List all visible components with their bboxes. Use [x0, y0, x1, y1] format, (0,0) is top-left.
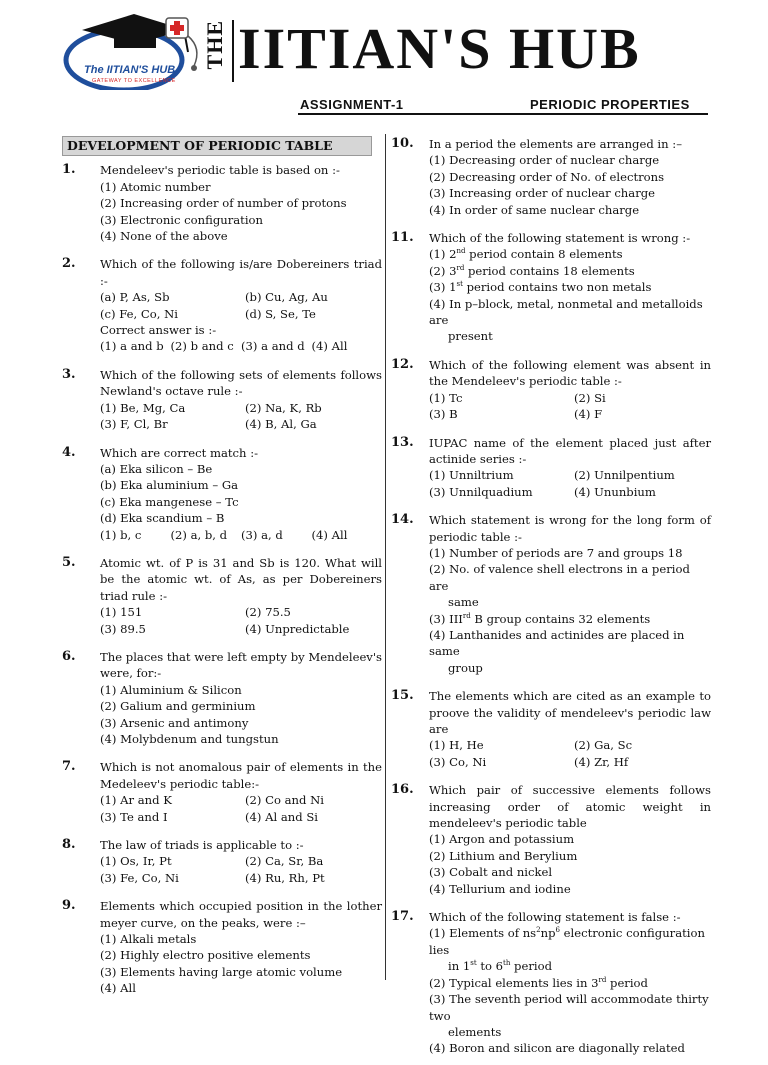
option-3: (3) a, d [241, 527, 283, 542]
superscript: rd [456, 263, 465, 272]
left-column [62, 136, 382, 1005]
question-number: 14. [391, 512, 414, 528]
superscript: 2 [536, 926, 541, 935]
option-grid [429, 467, 711, 500]
question-number: 13. [391, 434, 414, 450]
option-4: (4) All [311, 339, 348, 354]
option-text: period [606, 975, 648, 990]
question-number: 8. [62, 837, 76, 853]
question-text: Which of the following is/are Dobereiners triad :- [100, 257, 382, 288]
option-4: (4) Unpredictable [245, 621, 350, 636]
option-text: (2) Typical elements lies in 3 [429, 975, 599, 990]
question-7 [62, 759, 382, 825]
question-11 [391, 230, 711, 345]
question-text: The elements which are cited as an example to proove the validity of mendeleev's periodic law are [429, 689, 711, 736]
statement-b: (b) Cu, Ag, Au [245, 290, 328, 305]
option-row [100, 527, 382, 543]
question-13 [391, 435, 711, 501]
option-4: (4) B, Al, Ga [245, 417, 317, 432]
option-3: (3) Elements having large atomic volume [100, 964, 343, 979]
question-12 [391, 357, 711, 423]
option-4: (4) In p–block, metal, nonmetal and metalloids are [429, 296, 703, 328]
question-text: Which are correct match :- [100, 445, 259, 460]
option-3: (3) 89.5 [100, 621, 146, 636]
question-number: 12. [391, 356, 414, 372]
option-text: period [510, 959, 552, 974]
option-4: (4) F [574, 407, 603, 422]
option-4-continued: present [448, 329, 493, 344]
header-rule [298, 113, 708, 115]
option-text: (3) 1 [429, 280, 457, 295]
question-number: 3. [62, 366, 76, 382]
question-text: In a period the elements are arranged in :– [429, 137, 682, 151]
option-1: (1) Os, Ir, Pt [100, 854, 172, 869]
question-number: 4. [62, 444, 76, 460]
question-3 [62, 367, 382, 433]
option-text: to 6 [476, 959, 504, 974]
question-number: 6. [62, 648, 76, 664]
option-2-continued: same [448, 595, 479, 610]
option-4: (4) Molybdenum and tungstun [100, 732, 279, 746]
question-text: The places that were left empty by Mendeleev's were, for:- [100, 649, 382, 681]
statement-a: (a) Eka silicon – Be [100, 461, 213, 476]
option-row [100, 338, 382, 354]
correct-answer-prompt: Correct answer is :- [100, 323, 217, 338]
option-2: (2) 75.5 [245, 605, 291, 620]
question-2 [62, 256, 382, 354]
option-2 [429, 263, 711, 279]
option-3: (3) Te and I [100, 809, 168, 824]
option-3 [429, 611, 711, 627]
question-text: Which is not anomalous pair of elements in the Medeleev's periodic table:- [100, 760, 382, 791]
question-text: Which of the following statement is false :- [429, 910, 681, 925]
assignment-label: ASSIGNMENT-1 [300, 97, 404, 112]
option-text: in 1 [448, 959, 471, 974]
option-text: period contain 8 elements [465, 247, 623, 262]
option-4: (4) Al and Si [245, 809, 319, 824]
option-1 [429, 925, 711, 958]
section-title: DEVELOPMENT OF PERIODIC TABLE [62, 136, 372, 156]
option-4: (4) Ununbium [574, 484, 656, 499]
option-1: (1) Argon and potassium [429, 832, 575, 847]
topic-label: PERIODIC PROPERTIES [530, 97, 690, 112]
option-2: (2) Unnilpentium [574, 468, 675, 483]
option-grid [100, 853, 382, 886]
option-4: (4) Zr, Hf [574, 754, 629, 769]
question-number: 15. [391, 688, 414, 704]
option-4: (4) All [311, 527, 348, 542]
option-4: (4) All [100, 981, 136, 996]
superscript: th [503, 959, 511, 968]
option-1 [429, 246, 711, 262]
option-1: (1) Atomic number [100, 179, 211, 194]
superscript: rd [598, 975, 607, 984]
question-17 [391, 909, 711, 1057]
superscript: st [456, 280, 463, 289]
option-3-continued: elements [448, 1024, 502, 1039]
option-3: (3) Arsenic and antimony [100, 715, 249, 730]
question-9 [62, 898, 382, 996]
logo [62, 8, 222, 90]
option-2: (2) Highly electro positive elements [100, 948, 311, 963]
option-text: (1) Elements of ns [429, 926, 537, 941]
option-4: (4) None of the above [100, 229, 228, 244]
option-2 [429, 975, 711, 991]
statement-d: (d) S, Se, Te [245, 306, 316, 321]
option-2: (2) Ca, Sr, Ba [245, 854, 324, 869]
question-4 [62, 445, 382, 543]
question-number: 17. [391, 909, 414, 925]
superscript: st [470, 959, 477, 968]
option-4: (4) In order of same nuclear charge [429, 202, 640, 217]
superscript: 6 [555, 926, 560, 935]
page-title: IITIAN'S HUB [238, 16, 641, 81]
option-1: (1) Aluminium & Silicon [100, 682, 242, 697]
question-14 [391, 512, 711, 676]
option-4: (4) Lanthanides and actinides are placed in same [429, 627, 685, 659]
question-text: Atomic wt. of P is 31 and Sb is 120. What will be the atomic wt. of As, as per Dobereiners triad rule :- [100, 555, 382, 603]
option-3: (3) Increasing order of nuclear charge [429, 186, 656, 201]
logo-tagline: GATEWAY TO EXCELLENCE [92, 78, 176, 84]
question-15 [391, 688, 711, 770]
question-text: Which of the following statement is wrong :- [429, 231, 691, 246]
option-2: (2) b and c [170, 339, 234, 354]
option-1-continued [429, 958, 711, 974]
option-text: period contains two non metals [462, 280, 652, 295]
option-text: B group contains 32 elements [470, 611, 651, 626]
option-grid [429, 390, 711, 423]
question-10 [391, 136, 711, 218]
option-4: (4) Boron and silicon are diagonally related [429, 1041, 685, 1056]
option-3: (3) Co, Ni [429, 754, 487, 769]
option-1: (1) Unniltrium [429, 468, 514, 483]
option-4-continued: group [448, 660, 483, 675]
option-3: (3) B [429, 407, 458, 422]
question-text: Which pair of successive elements follows increasing order of atomic weight in mendeleev's periodic table [429, 783, 711, 831]
right-column [391, 136, 711, 1065]
option-3: (3) Electronic configuration [100, 212, 263, 227]
option-text: np [540, 926, 556, 941]
option-3: (3) The seventh period will accommodate thirty two [429, 992, 709, 1023]
question-number: 2. [62, 256, 76, 272]
question-number: 10. [391, 136, 414, 151]
option-text: period contains 18 elements [464, 263, 635, 278]
option-1: (1) a and b [100, 339, 164, 354]
option-2: (2) No. of valence shell electrons in a period are [429, 562, 690, 593]
question-number: 1. [62, 162, 76, 178]
question-16 [391, 782, 711, 897]
statement-d: (d) Eka scandium – B [100, 511, 225, 526]
statement-c: (c) Fe, Co, Ni [100, 306, 178, 321]
option-text: (1) 2 [429, 247, 457, 262]
statement-c: (c) Eka mangenese – Tc [100, 494, 239, 509]
option-4: (4) Ru, Rh, Pt [245, 870, 325, 885]
option-2: (2) Co and Ni [245, 793, 324, 808]
option-2: (2) Si [574, 390, 606, 405]
question-text: Which of the following element was absent in the Mendeleev's periodic table :- [429, 357, 711, 389]
option-3: (3) Cobalt and nickel [429, 865, 553, 880]
option-2: (2) Increasing order of number of protons [100, 196, 347, 211]
question-text: Elements which occupied position in the lother meyer curve, on the peaks, were :– [100, 899, 382, 930]
superscript: rd [462, 611, 471, 620]
question-number: 11. [391, 230, 414, 246]
option-3: (3) Fe, Co, Ni [100, 870, 179, 885]
option-1: (1) Be, Mg, Ca [100, 400, 186, 415]
question-6 [62, 649, 382, 747]
question-number: 5. [62, 554, 76, 570]
option-text: (3) III [429, 611, 463, 626]
question-5 [62, 555, 382, 637]
option-grid [100, 400, 382, 433]
question-number: 16. [391, 782, 414, 798]
option-2: (2) Lithium and Berylium [429, 848, 578, 863]
option-3: (3) F, Cl, Br [100, 417, 168, 432]
brand-header [202, 14, 722, 84]
brand-divider [232, 20, 234, 82]
option-1: (1) Tc [429, 390, 463, 405]
option-3: (3) a and d [241, 339, 305, 354]
option-2: (2) Galium and germinium [100, 699, 256, 714]
question-text: IUPAC name of the element placed just after actinide series :- [429, 435, 711, 466]
question-text: Which statement is wrong for the long form of periodic table :- [429, 513, 711, 544]
question-8 [62, 837, 382, 886]
the-word: THE [202, 20, 227, 70]
option-2: (2) a, b, d [170, 527, 228, 542]
question-number: 7. [62, 759, 76, 775]
option-grid [100, 604, 382, 637]
option-1: (1) Decreasing order of nuclear charge [429, 153, 660, 168]
option-2: (2) Na, K, Rb [245, 400, 322, 415]
option-1: (1) b, c [100, 527, 142, 542]
statement-a: (a) P, As, Sb [100, 290, 170, 305]
option-1: (1) Alkali metals [100, 932, 197, 947]
option-grid [100, 792, 382, 825]
option-2: (2) Decreasing order of No. of electrons [429, 169, 665, 184]
option-text: (2) 3 [429, 263, 457, 278]
option-1: (1) Ar and K [100, 793, 172, 808]
statement-b: (b) Eka aluminium – Ga [100, 478, 239, 493]
option-1: (1) H, He [429, 738, 484, 753]
question-1 [62, 162, 382, 244]
option-4: (4) Tellurium and iodine [429, 881, 571, 896]
option-1: (1) 151 [100, 605, 143, 620]
question-text: Mendeleev's periodic table is based on :- [100, 163, 340, 178]
option-grid [429, 737, 711, 770]
question-text: The law of triads is applicable to :- [100, 838, 304, 853]
statement-grid [100, 289, 382, 322]
logo-text: The IITIAN'S HUB [84, 64, 176, 76]
option-3: (3) Unnilquadium [429, 484, 533, 499]
superscript: nd [456, 247, 466, 256]
question-text: Which of the following sets of elements follows Newland's octave rule :- [100, 367, 382, 399]
option-1: (1) Number of periods are 7 and groups 18 [429, 545, 683, 560]
question-number: 9. [62, 898, 76, 914]
option-2: (2) Ga, Sc [574, 738, 633, 753]
option-3 [429, 279, 711, 295]
option-text: electronic configuration lies [429, 926, 705, 957]
